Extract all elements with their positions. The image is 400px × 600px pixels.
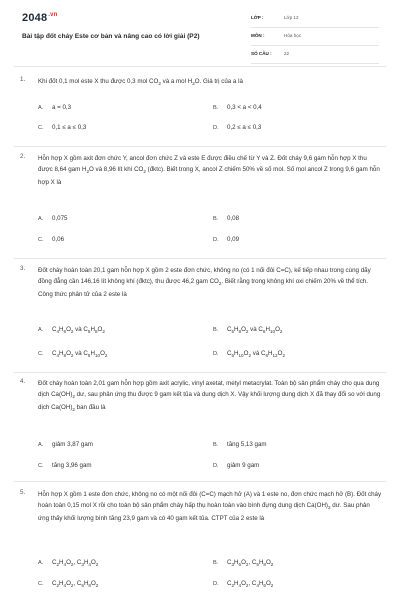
- question-number: 2.: [20, 153, 26, 160]
- answer-option-a[interactable]: [38, 441, 93, 448]
- option-letter: A.: [38, 442, 44, 448]
- option-letter: B.: [213, 442, 219, 448]
- answer-option-b[interactable]: [213, 215, 239, 222]
- section-divider: [14, 66, 386, 67]
- question-text: Đốt cháy hoàn toàn 2,01 gam hỗn hợp gồm axit acrylic, vinyl axetat, metyl metacrylat. Toàn bộ sản phẩm cháy cho qua dung dịch $Ca(OH)_2$ dư, sau phản ứng thu được 9 gam kết tủa và dung dịch X. Vậy khối lượng dung dịch X đã thay đổi so với dung dịch $Ca(OH)_2$ ban đầu là: [38, 380, 381, 413]
- option-letter: A.: [38, 105, 44, 111]
- option-text: giảm 3,87 gam: [52, 441, 93, 448]
- answer-option-b[interactable]: [213, 326, 282, 334]
- option-text: 0,1 ≤ a ≤ 0,3: [52, 124, 87, 131]
- option-text: $C_4H_6O_2$ và $C_5H_8O_2$: [52, 326, 105, 335]
- question-item: [20, 378, 382, 478]
- answer-option-d[interactable]: [213, 580, 273, 588]
- question-item: [20, 265, 382, 365]
- option-letter: B.: [213, 216, 219, 222]
- question-text: Hỗn hợp X gồm 1 este đơn chức, không no có một nối đôi (C=C) mạch hở (A) và 1 este no, đơn chức mạch hở (B). Đốt cháy hoàn toàn 0,15 mol X rồi cho toàn bộ sản phẩm cháy hấp thụ hoàn toàn vào bình đựng dung dịch $Ca(OH)_2$ dư. Sau phản ứng thấy khối lượng bình tăng 23,9 gam và có 40 gam kết tủa. CTPT của 2 este là: [38, 491, 382, 523]
- option-letter: D.: [213, 237, 219, 243]
- option-letter: C.: [38, 125, 44, 131]
- meta-value: Lớp 12: [284, 15, 299, 20]
- question-number: 5.: [20, 489, 26, 496]
- site-logo[interactable]: [22, 12, 58, 24]
- worksheet-header: [0, 0, 400, 62]
- option-letter: A.: [38, 327, 44, 333]
- question-text: Đốt cháy hoàn toàn 20,1 gam hỗn hợp X gồm 2 este đơn chức, không no (có 1 nối đôi C=C), kế tiếp nhau trong cùng dãy đồng đẳng cần 146,16 lít không khí (đktc), thu được 46,2 gam $CO_2$. Biết rằng trong không khí oxi chiếm 20% về thể tích. Công thức phân tử của 2 este là: [38, 267, 371, 299]
- option-text: $C_2H_4O_2$, $C_4H_6O_2$: [227, 580, 274, 589]
- option-letter: C.: [38, 581, 44, 587]
- option-letter: B.: [213, 560, 219, 566]
- option-text: 0,2 ≤ a ≤ 0,3: [227, 124, 262, 131]
- option-text: $C_5H_8O_2$ và $C_6H_{10}O_2$: [227, 326, 283, 335]
- option-text: tăng 3,96 gam: [52, 462, 92, 469]
- option-letter: C.: [38, 351, 44, 357]
- logo-suffix: .vn: [48, 12, 58, 18]
- option-letter: C.: [38, 237, 44, 243]
- answer-option-b[interactable]: [213, 104, 262, 111]
- section-divider: [14, 146, 386, 147]
- page-title: Bài tập đốt cháy Este cơ bản và nâng cao có lời giải (P2): [22, 33, 200, 40]
- section-divider: [14, 258, 386, 259]
- meta-row-subject: [251, 32, 379, 46]
- option-text: 0,3 < a < 0,4: [227, 104, 262, 111]
- option-letter: B.: [213, 327, 219, 333]
- option-text: $C_5H_{10}O_2$ và $C_6H_{12}O_2$: [227, 350, 286, 359]
- answer-option-a[interactable]: [38, 326, 105, 334]
- meta-value: Hóa học: [284, 33, 302, 38]
- option-text: $C_2H_4O_2$, $C_5H_8O_2$: [52, 580, 99, 589]
- worksheet-meta: [251, 14, 379, 68]
- meta-row-class: [251, 14, 379, 28]
- option-text: $C_2H_4O_2$, $C_3H_4O_2$: [52, 559, 99, 568]
- answer-option-c[interactable]: [38, 236, 64, 243]
- option-letter: A.: [38, 216, 44, 222]
- answer-option-c[interactable]: [38, 350, 107, 358]
- answer-option-d[interactable]: [213, 462, 259, 469]
- answer-option-a[interactable]: [38, 104, 71, 111]
- option-letter: A.: [38, 560, 44, 566]
- option-text: tăng 5,13 gam: [227, 441, 267, 448]
- option-text: 0,08: [227, 215, 240, 222]
- option-text: giảm 9 gam: [227, 462, 260, 469]
- option-letter: D.: [213, 125, 219, 131]
- question-item: [20, 153, 382, 251]
- option-text: $C_3H_6O_2$, $C_5H_8O_2$: [227, 559, 274, 568]
- answer-option-b[interactable]: [213, 441, 267, 448]
- option-text: 0,09: [227, 236, 240, 243]
- meta-label: LỚP :: [251, 15, 264, 20]
- answer-option-a[interactable]: [38, 215, 67, 222]
- option-letter: D.: [213, 351, 219, 357]
- option-letter: B.: [213, 105, 219, 111]
- answer-option-c[interactable]: [38, 462, 92, 469]
- question-number: 1.: [20, 76, 26, 83]
- logo-text: 2048: [22, 12, 48, 24]
- option-text: 0,06: [52, 236, 65, 243]
- question-number: 3.: [20, 265, 26, 272]
- option-letter: D.: [213, 581, 219, 587]
- option-text: $C_4H_8O_2$ và $C_5H_{10}O_2$: [52, 350, 108, 359]
- section-divider: [14, 481, 386, 482]
- question-item: [20, 76, 382, 140]
- option-letter: C.: [38, 463, 44, 469]
- question-text: Khi đốt 0,1 mol este X thu được 0,3 mol $CO_2$ và a mol $H_2O$. Giá trị của a là: [38, 78, 243, 87]
- answer-option-d[interactable]: [213, 124, 261, 131]
- meta-value: 22: [284, 51, 290, 56]
- option-text: a = 0,3: [52, 104, 72, 111]
- question-text: Hỗn hợp X gồm axit đơn chức Y, ancol đơn chức Z và este E được điều chế từ Y và Z. Đốt cháy 9,6 gam hỗn hợp X thu được 8,64 gam $H_2O$ và 8,96 lít khí $CO_2$ (đktc). Biết trong X, ancol Z chiếm 50% về số mol. Số mol ancol Z trong 9,6 gam hỗn hợp X là: [38, 155, 380, 187]
- option-text: 0,075: [52, 215, 68, 222]
- answer-option-d[interactable]: [213, 236, 239, 243]
- option-letter: D.: [213, 463, 219, 469]
- answer-option-b[interactable]: [213, 559, 273, 567]
- meta-label: SỐ CÂU :: [251, 51, 272, 56]
- meta-row-question-count: [251, 50, 379, 64]
- answer-option-c[interactable]: [38, 580, 98, 588]
- answer-option-c[interactable]: [38, 124, 86, 131]
- question-number: 4.: [20, 378, 26, 385]
- meta-label: MÔN :: [251, 33, 265, 38]
- answer-option-d[interactable]: [213, 350, 285, 358]
- question-item: [20, 489, 382, 597]
- answer-option-a[interactable]: [38, 559, 98, 567]
- section-divider: [14, 372, 386, 373]
